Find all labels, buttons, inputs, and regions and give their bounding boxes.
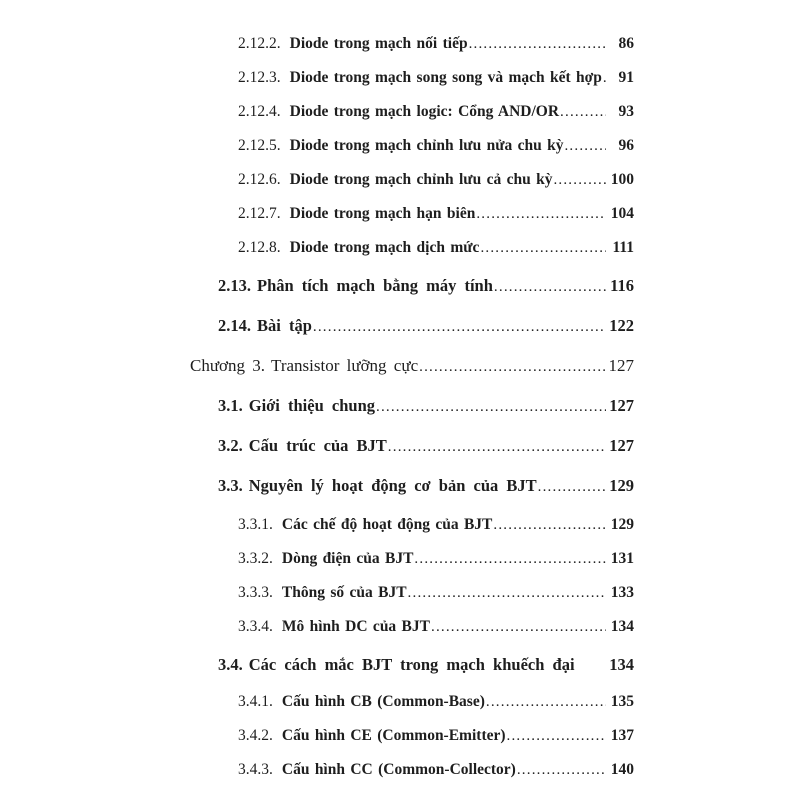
toc-entry-page: 127 [609, 436, 634, 455]
toc-entry-title: Mô hình DC của BJT [281, 618, 430, 635]
toc-entry [190, 197, 634, 231]
toc-dot-leader [419, 348, 606, 385]
toc-entry-title: Các cách mắc BJT trong mạch khuếch đại [248, 655, 575, 674]
toc-entry-page: 91 [618, 69, 634, 86]
toc-entry-number: 2.12.4. [238, 103, 281, 120]
toc-entry-number: 3.3.1. [238, 516, 273, 533]
toc-entry [190, 468, 634, 505]
toc-entry [190, 685, 634, 719]
toc-entry [190, 719, 634, 753]
toc-entry-page: 135 [610, 693, 634, 710]
toc-entry-number: 3.4.1. [238, 693, 273, 710]
toc-entry-title: Cấu hình CE (Common-Emitter) [281, 727, 506, 744]
toc-entry-number: 3.3.4. [238, 618, 273, 635]
toc-entry-title: Cấu hình CB (Common-Base) [281, 693, 485, 710]
toc-entry [190, 27, 634, 61]
toc-entry-title: Diode trong mạch logic: Cổng AND/OR [289, 103, 560, 120]
toc-entry [190, 268, 634, 305]
toc-entry [190, 647, 634, 682]
toc-entry-title: Diode trong mạch chỉnh lưu cả chu kỳ [289, 171, 553, 188]
toc-entry-number: 3.3.2. [238, 550, 273, 567]
toc-entry-number: 2.12.3. [238, 69, 281, 86]
toc-entry [190, 308, 634, 345]
toc-dot-leader [469, 27, 606, 61]
toc-dot-leader [564, 129, 606, 163]
toc-entry-page: 134 [610, 618, 634, 635]
toc-entry-title: Diode trong mạch hạn biên [289, 205, 476, 222]
toc-entry [190, 508, 634, 542]
toc-entry-number: 3.3.3. [238, 584, 273, 601]
toc-entry-number: 2.12.2. [238, 35, 281, 52]
toc-entry-page: 104 [610, 205, 634, 222]
toc-entry-title: Dòng điện của BJT [281, 550, 414, 567]
toc-entry-page: 127 [608, 356, 634, 375]
toc-entry-page: 100 [610, 171, 634, 188]
toc-entry-title: Các chế độ hoạt động của BJT [281, 516, 493, 533]
toc-dot-leader [376, 388, 606, 425]
toc-entry-page: 122 [609, 316, 634, 335]
toc-dot-leader [388, 428, 606, 465]
toc-entry [190, 576, 634, 610]
toc-entry-title: Diode trong mạch song song và mạch kết hợp [289, 69, 602, 86]
toc-entry-page: 129 [609, 476, 634, 495]
toc-list [190, 27, 634, 787]
toc-entry-number: 3.4. [218, 655, 243, 674]
toc-entry-number: 3.1. [218, 396, 243, 415]
toc-entry [190, 610, 634, 644]
toc-entry-page: 86 [618, 35, 634, 52]
toc-dot-leader [560, 95, 606, 129]
toc-entry [190, 61, 634, 95]
toc-entry [190, 231, 634, 265]
toc-entry-page: 131 [610, 550, 634, 567]
toc-entry [190, 163, 634, 197]
toc-entry [190, 753, 634, 787]
toc-entry-number: 2.12.6. [238, 171, 281, 188]
toc-entry-page: 140 [610, 761, 634, 778]
toc-entry-title: Nguyên lý hoạt động cơ bản của BJT [248, 476, 537, 495]
toc-entry-title: Thông số của BJT [281, 584, 407, 601]
toc-entry-number: Chương 3. [190, 356, 266, 375]
toc-entry [190, 95, 634, 129]
toc-dot-leader [603, 61, 606, 95]
toc-entry [190, 428, 634, 465]
toc-entry-title: Diode trong mạch chỉnh lưu nửa chu kỳ [289, 137, 564, 154]
toc-entry-page: 96 [618, 137, 634, 154]
toc-dot-leader [494, 268, 606, 305]
toc-entry-number: 2.12.8. [238, 239, 281, 256]
toc-dot-leader [486, 685, 606, 719]
toc-entry-page: 133 [610, 584, 634, 601]
toc-dot-leader [493, 508, 606, 542]
toc-entry-page: 111 [612, 239, 634, 256]
toc-entry-title: Transistor lưỡng cực [271, 356, 419, 375]
toc-dot-leader [480, 231, 606, 265]
toc-entry-number: 3.4.3. [238, 761, 273, 778]
toc-entry-title: Diode trong mạch nối tiếp [289, 35, 468, 52]
toc-entry-page: 127 [609, 396, 634, 415]
toc-entry-page: 129 [610, 516, 634, 533]
toc-entry-number: 3.3. [218, 476, 243, 495]
toc-entry [190, 388, 634, 425]
toc-entry-page: 116 [610, 276, 634, 295]
toc-entry-number: 2.13. [218, 276, 251, 295]
toc-dot-leader [553, 163, 606, 197]
toc-entry [190, 542, 634, 576]
toc-dot-leader [507, 719, 606, 753]
toc-entry [190, 129, 634, 163]
toc-entry [190, 348, 634, 385]
toc-dot-leader [538, 468, 606, 505]
toc-dot-leader [476, 197, 606, 231]
toc-dot-leader [313, 308, 606, 345]
toc-entry-page: 93 [618, 103, 634, 120]
toc-entry-number: 3.2. [218, 436, 243, 455]
toc-entry-title: Bài tập [257, 316, 312, 335]
toc-dot-leader [408, 576, 606, 610]
toc-entry-title: Phân tích mạch bằng máy tính [257, 276, 493, 295]
toc-entry-number: 3.4.2. [238, 727, 273, 744]
toc-entry-number: 2.12.5. [238, 137, 281, 154]
toc-entry-number: 2.12.7. [238, 205, 281, 222]
toc-entry-title: Cấu trúc của BJT [248, 436, 387, 455]
toc-dot-leader [517, 753, 606, 787]
toc-entry-page: 137 [610, 727, 634, 744]
toc-dot-leader [431, 610, 606, 644]
toc-entry-page: 134 [609, 655, 634, 674]
toc-dot-leader [414, 542, 606, 576]
toc-entry-title: Cấu hình CC (Common-Collector) [281, 761, 516, 778]
toc-entry-title: Giới thiệu chung [248, 396, 375, 415]
toc-entry-title: Diode trong mạch dịch mức [289, 239, 480, 256]
toc-entry-number: 2.14. [218, 316, 251, 335]
